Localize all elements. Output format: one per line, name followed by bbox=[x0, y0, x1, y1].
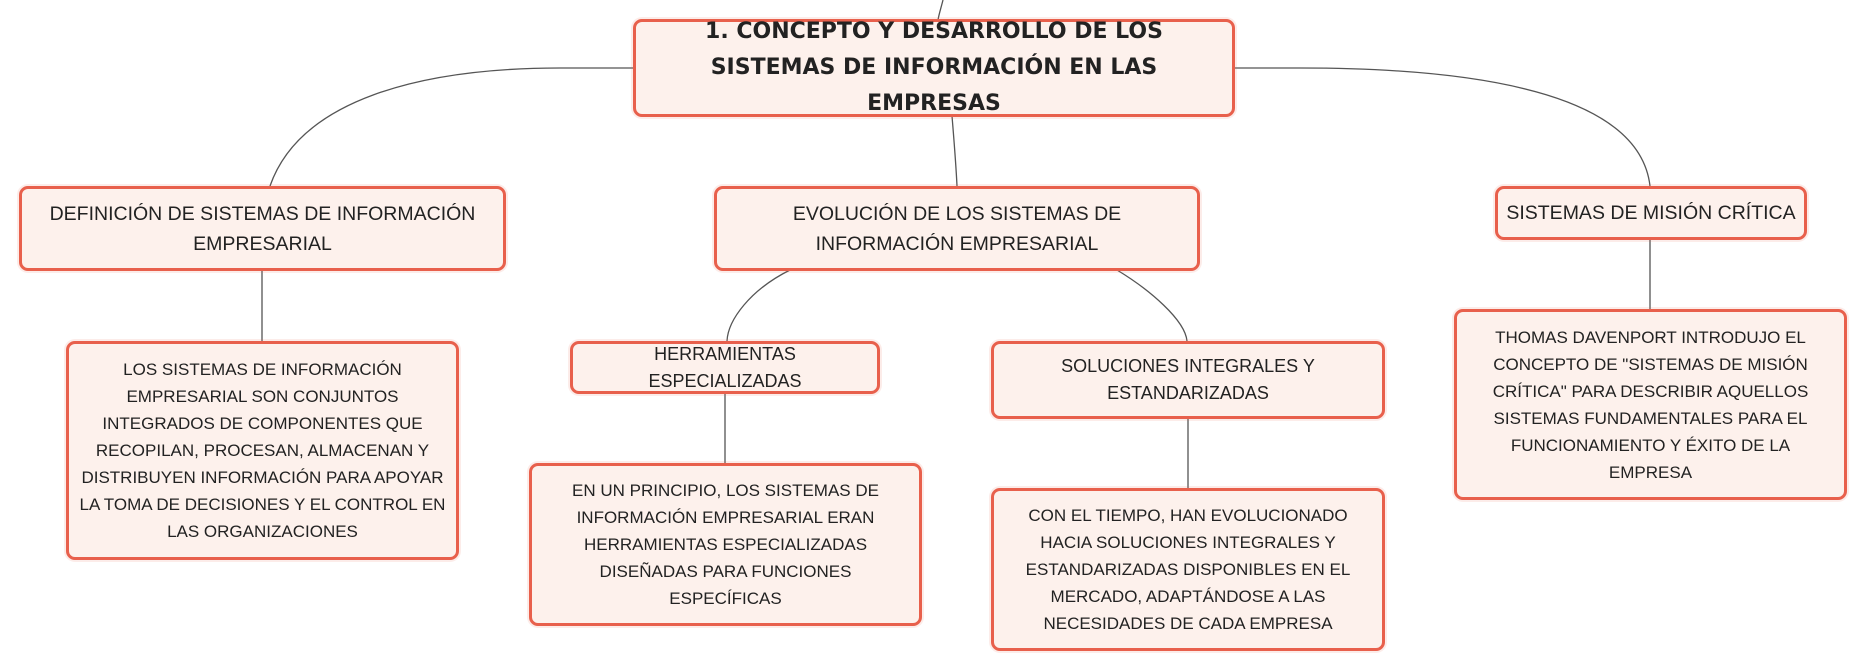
detail-definicion-text: LOS SISTEMAS DE INFORMACIÓN EMPRESARIAL SON CONJUNTOS INTEGRADOS DE COMPONENTES QUE RECOPILAN, PROCESAN, ALMACENAN Y DISTRIBUYEN INFORMACIÓN PARA APOYAR LA TOMA DE DECISIONES Y EL CONTROL EN LAS ORGANIZACIONES bbox=[79, 360, 446, 541]
topic-herramientas-label: HERRAMIENTAS ESPECIALIZADAS bbox=[648, 343, 802, 391]
connector-evolucion-soluciones bbox=[1117, 270, 1187, 341]
detail-soluciones[interactable] bbox=[991, 488, 1385, 651]
topic-evolucion[interactable] bbox=[714, 186, 1200, 271]
topic-definicion[interactable] bbox=[19, 186, 506, 271]
topic-soluciones[interactable] bbox=[991, 341, 1385, 419]
topic-evolucion-label: EVOLUCIÓN DE LOS SISTEMAS DE INFORMACIÓN EMPRESARIAL bbox=[792, 202, 1122, 255]
detail-herramientas[interactable] bbox=[529, 463, 922, 626]
topic-definicion-label: DEFINICIÓN DE SISTEMAS DE INFORMACIÓN EMPRESARIAL bbox=[49, 202, 476, 255]
detail-soluciones-text: CON EL TIEMPO, HAN EVOLUCIONADO HACIA SOLUCIONES INTEGRALES Y ESTANDARIZADAS DISPONIBLES EN EL MERCADO, ADAPTÁNDOSE A LAS NECESIDADES DE CADA EMPRESA bbox=[1025, 506, 1351, 633]
connector-root-evolucion bbox=[952, 116, 957, 186]
root-topic[interactable] bbox=[633, 19, 1235, 117]
connector-root-definicion bbox=[270, 68, 635, 186]
connector-root-mision bbox=[1234, 68, 1650, 186]
detail-mision-critica[interactable] bbox=[1454, 309, 1847, 500]
detail-definicion[interactable] bbox=[66, 341, 459, 560]
topic-mision-critica[interactable] bbox=[1495, 186, 1807, 240]
detail-herramientas-text: EN UN PRINCIPIO, LOS SISTEMAS DE INFORMACIÓN EMPRESARIAL ERAN HERRAMIENTAS ESPECIALIZADAS DISEÑADAS PARA FUNCIONES ESPECÍFICAS bbox=[571, 481, 879, 608]
root-topic-label: 1. CONCEPTO Y DESARROLLO DE LOS SISTEMAS DE INFORMACIÓN EN LAS EMPRESAS bbox=[705, 19, 1163, 116]
connector-evolucion-herramientas bbox=[727, 270, 790, 341]
topic-soluciones-label: SOLUCIONES INTEGRALES Y ESTANDARIZADAS bbox=[1061, 356, 1315, 403]
topic-herramientas[interactable] bbox=[570, 341, 880, 394]
detail-mision-critica-text: THOMAS DAVENPORT INTRODUJO EL CONCEPTO DE "SISTEMAS DE MISIÓN CRÍTICA" PARA DESCRIBIR AQUELLOS SISTEMAS FUNDAMENTALES PARA EL FUNCIONAMIENTO Y ÉXITO DE LA EMPRESA bbox=[1492, 327, 1809, 482]
topic-mision-critica-label: SISTEMAS DE MISIÓN CRÍTICA bbox=[1506, 202, 1796, 224]
